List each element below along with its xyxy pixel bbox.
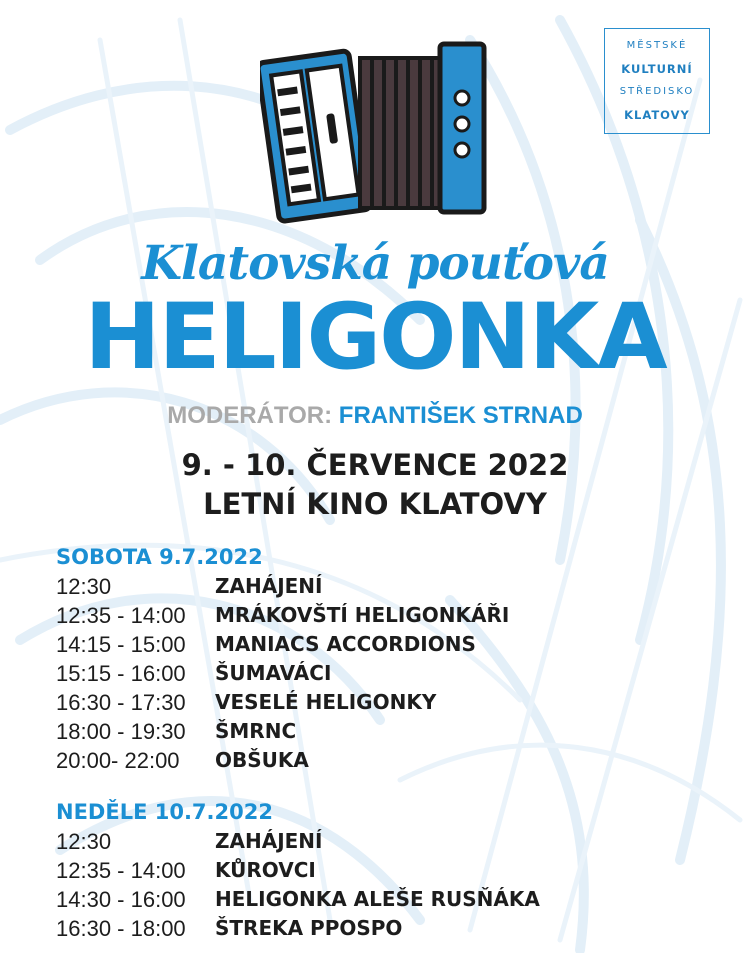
accordion-icon	[260, 36, 492, 226]
schedule-row	[56, 746, 509, 775]
performer: ZAHÁJENÍ	[215, 829, 323, 853]
moderator-name: FRANTIŠEK STRNAD	[338, 402, 583, 429]
schedule-sunday	[56, 797, 540, 943]
performer: ŠTREKA PPOSPO	[215, 916, 403, 940]
logo-line-4: KLATOVY	[624, 107, 690, 122]
performer: MANIACS ACCORDIONS	[215, 632, 476, 656]
schedule-row	[56, 688, 509, 717]
schedule-row	[56, 914, 540, 943]
moderator-line	[0, 402, 750, 430]
performer: MRÁKOVŠTÍ HELIGONKÁŘI	[215, 603, 510, 627]
time-slot: 12:30	[56, 829, 112, 854]
event-venue: LETNÍ KINO KLATOVY	[203, 487, 547, 521]
time-slot: 16:30 - 17:30	[56, 690, 186, 715]
performer: KŮROVCI	[215, 858, 316, 882]
time-slot: 14:30 - 16:00	[56, 887, 186, 912]
schedule-row	[56, 885, 540, 914]
schedule-row	[56, 601, 509, 630]
schedule-row	[56, 856, 540, 885]
schedule-saturday	[56, 542, 509, 775]
performer: HELIGONKA ALEŠE RUSŇÁKA	[215, 887, 540, 911]
time-slot: 15:15 - 16:00	[56, 661, 186, 686]
time-slot: 12:35 - 14:00	[56, 603, 186, 628]
schedule-row	[56, 572, 509, 601]
time-slot: 18:00 - 19:30	[56, 719, 186, 744]
organizer-logo	[604, 28, 710, 134]
logo-line-1: MĚSTSKÉ	[626, 40, 688, 52]
performer: ŠMRNC	[215, 719, 297, 743]
schedule-row	[56, 659, 509, 688]
event-subtitle: Klatovská pouťová	[141, 236, 609, 291]
schedule-row	[56, 717, 509, 746]
performer: OBŠUKA	[215, 748, 309, 772]
event-dates: 9. - 10. ČERVENCE 2022	[181, 448, 569, 482]
time-slot: 12:30	[56, 574, 112, 599]
time-slot: 20:00- 22:00	[56, 748, 180, 773]
logo-line-3: STŘEDISKO	[619, 86, 695, 98]
logo-line-2: KULTURNÍ	[621, 61, 693, 76]
performer: ŠUMAVÁCI	[215, 661, 332, 685]
schedule-row	[56, 827, 540, 856]
time-slot: 12:35 - 14:00	[56, 858, 186, 883]
time-slot: 14:15 - 15:00	[56, 632, 186, 657]
day-heading: NEDĚLE 10.7.2022	[56, 800, 273, 824]
event-title: HELIGONKA	[84, 285, 666, 390]
day-heading: SOBOTA 9.7.2022	[56, 545, 263, 569]
time-slot: 16:30 - 18:00	[56, 916, 186, 941]
schedule-row	[56, 630, 509, 659]
performer: VESELÉ HELIGONKY	[215, 690, 437, 714]
performer: ZAHÁJENÍ	[215, 574, 323, 598]
moderator-label: MODERÁTOR:	[167, 402, 333, 429]
